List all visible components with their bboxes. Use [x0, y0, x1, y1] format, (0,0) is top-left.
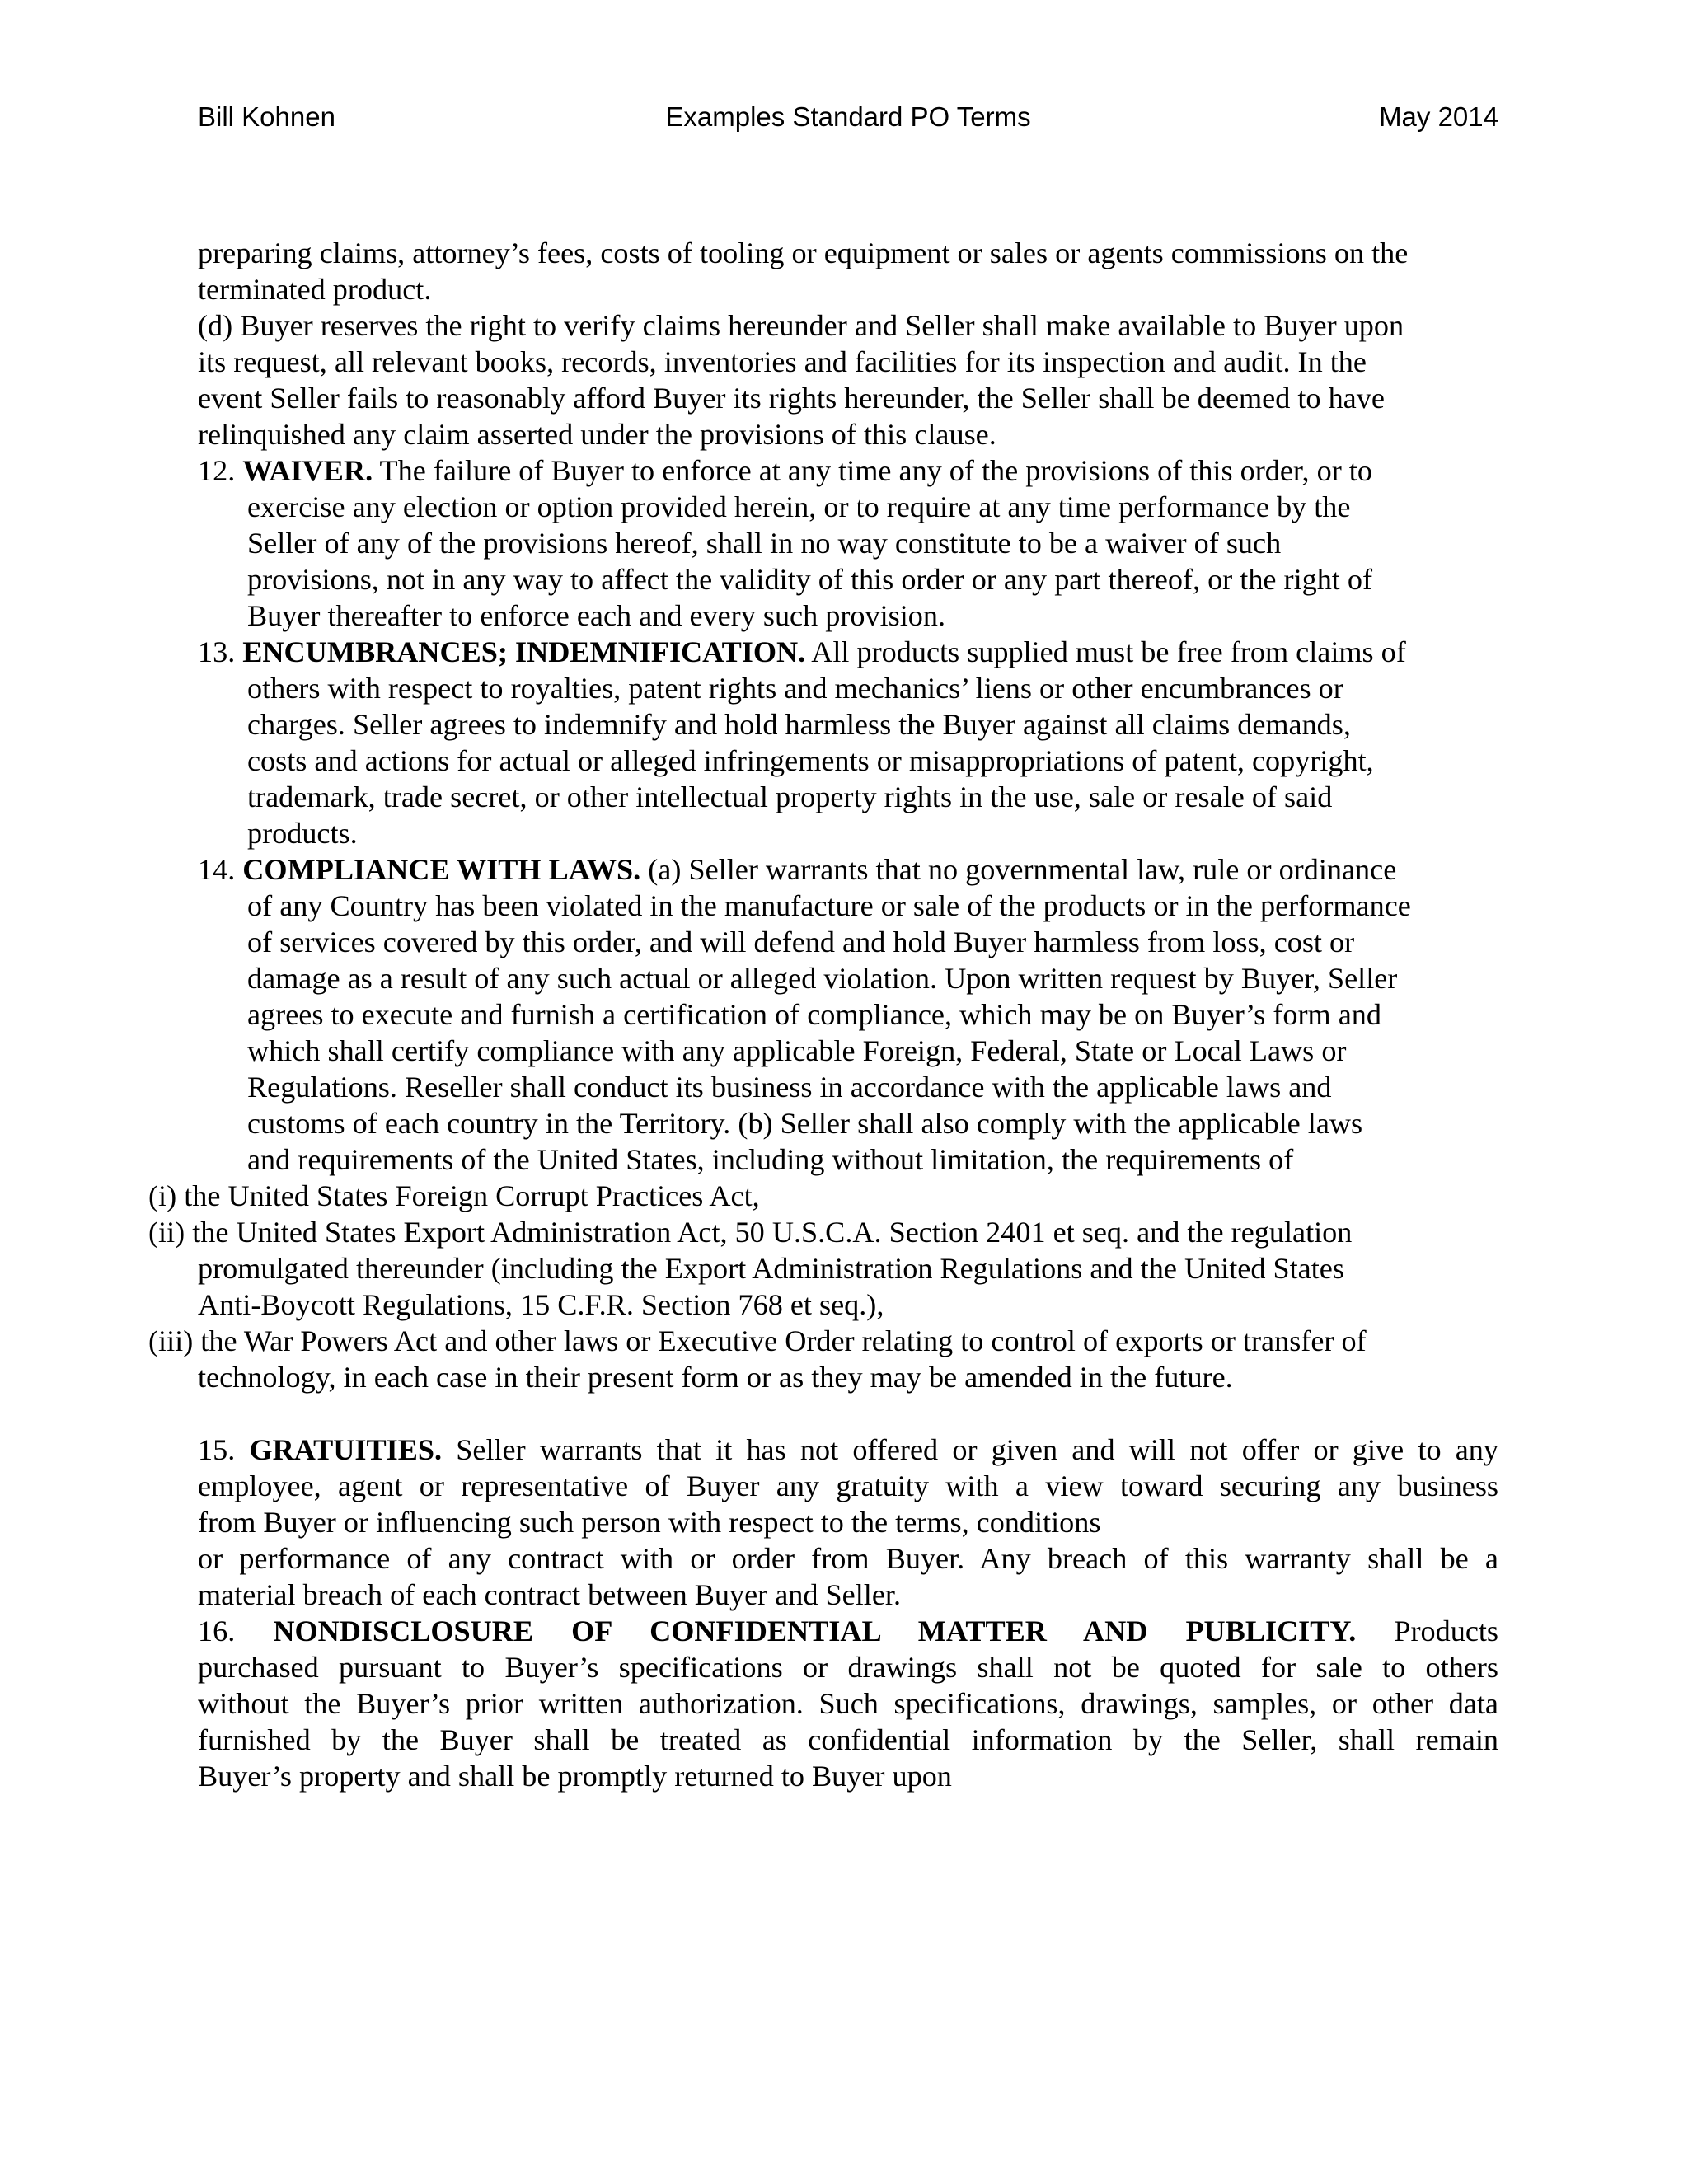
document-body: [0, 235, 1688, 1794]
text-line: (d) Buyer reserves the right to verify claims hereunder and Seller shall make available to Buyer upon: [198, 309, 1404, 342]
text-line: (ii) the United States Export Administration Act, 50 U.S.C.A. Section 2401 et seq. and the regulation: [148, 1216, 1353, 1249]
text-line: relinquished any claim asserted under the provisions of this clause.: [198, 418, 996, 451]
text-line: furnished by the Buyer shall be treated as confidential information by the Seller, shall remain: [198, 1723, 1498, 1756]
text-line: (i) the United States Foreign Corrupt Practices Act,: [148, 1179, 760, 1212]
text-line: Buyer thereafter to enforce each and every such provision.: [247, 599, 946, 632]
section-title: ENCUMBRANCES; INDEMNIFICATION.: [242, 635, 806, 668]
list-item-iii: [148, 1323, 1498, 1395]
text-line: customs of each country in the Territory. (b) Seller shall also comply with the applicable laws: [247, 1107, 1363, 1140]
text-line: or performance of any contract with or order from Buyer. Any breach of this warranty shall be a: [198, 1542, 1498, 1575]
text-line: event Seller fails to reasonably afford Buyer its rights hereunder, the Seller shall be deemed to have: [198, 382, 1385, 415]
text-line: Regulations. Reseller shall conduct its business in accordance with the applicable laws and: [247, 1071, 1332, 1104]
text-line: its request, all relevant books, records, inventories and facilities for its inspection and audit. In the: [198, 345, 1367, 378]
text-line: promulgated thereunder (including the Export Administration Regulations and the United States: [198, 1252, 1344, 1285]
text-line: material breach of each contract between Buyer and Seller.: [198, 1578, 902, 1611]
intro-paragraph: [198, 235, 1498, 452]
section-15-gratuities: [198, 1432, 1498, 1613]
header-author: Bill Kohnen: [198, 101, 335, 132]
text-line: costs and actions for actual or alleged infringements or misappropriations of patent, copyright,: [247, 744, 1374, 777]
text-line: of services covered by this order, and will defend and hold Buyer harmless from loss, cost or: [247, 926, 1355, 958]
text-line: and requirements of the United States, including without limitation, the requirements of: [247, 1143, 1294, 1176]
section-title: WAIVER.: [242, 454, 373, 487]
list-item-i: [148, 1178, 1498, 1214]
text-line: charges. Seller agrees to indemnify and hold harmless the Buyer against all claims demands,: [247, 708, 1351, 741]
text-line: damage as a result of any such actual or alleged violation. Upon written request by Buyer, Seller: [247, 962, 1398, 995]
text-line: others with respect to royalties, patent rights and mechanics’ liens or other encumbrances or: [247, 672, 1343, 705]
section-13-encumbrances: [198, 634, 1498, 851]
paragraph-gap: [0, 1395, 1688, 1432]
text-line: from Buyer or influencing such person with respect to the terms, conditions: [198, 1506, 1101, 1539]
text-line: preparing claims, attorney’s fees, costs of tooling or equipment or sales or agents commissions on the: [198, 237, 1409, 269]
text-line: 12. WAIVER. The failure of Buyer to enforce at any time any of the provisions of this order, or to: [198, 454, 1372, 487]
text-line: purchased pursuant to Buyer’s specifications or drawings shall not be quoted for sale to others: [198, 1651, 1498, 1684]
list-item-ii: [148, 1214, 1498, 1323]
text-line: 14. COMPLIANCE WITH LAWS. (a) Seller warrants that no governmental law, rule or ordinance: [198, 853, 1397, 886]
text-line: exercise any election or option provided herein, or to require at any time performance by the: [247, 490, 1351, 523]
text-line: (iii) the War Powers Act and other laws or Executive Order relating to control of exports or transfer of: [148, 1324, 1367, 1357]
section-number: 16.: [198, 1615, 236, 1647]
section-number: 14.: [198, 853, 236, 886]
text-line: employee, agent or representative of Buyer any gratuity with a view toward securing any business: [198, 1469, 1498, 1502]
text-line: Anti-Boycott Regulations, 15 C.F.R. Section 768 et seq.),: [198, 1288, 884, 1321]
text-line: Seller of any of the provisions hereof, shall in no way constitute to be a waiver of such: [247, 527, 1282, 560]
section-title: GRATUITIES.: [249, 1433, 443, 1466]
text-line: trademark, trade secret, or other intellectual property rights in the use, sale or resale of said: [247, 780, 1333, 813]
text-line: which shall certify compliance with any applicable Foreign, Federal, State or Local Laws or: [247, 1034, 1347, 1067]
section-number: 12.: [198, 454, 236, 487]
text-line: 16. NONDISCLOSURE OF CONFIDENTIAL MATTER AND PUBLICITY. Products: [198, 1615, 1499, 1647]
section-number: 15.: [198, 1433, 236, 1466]
section-14-compliance: [198, 851, 1498, 1178]
text-line: of any Country has been violated in the manufacture or sale of the products or in the performance: [247, 889, 1411, 922]
text-line: terminated product.: [198, 273, 432, 306]
header-title: Examples Standard PO Terms: [665, 101, 1031, 132]
text-line: without the Buyer’s prior written authorization. Such specifications, drawings, samples, or other data: [198, 1687, 1498, 1720]
text-line: 15. GRATUITIES. Seller warrants that it has not offered or given and will not offer or give to any: [198, 1433, 1498, 1466]
text-line: products.: [247, 817, 358, 850]
text-line: Buyer’s property and shall be promptly returned to Buyer upon: [198, 1760, 952, 1793]
section-16-nondisclosure: [198, 1613, 1498, 1794]
section-12-waiver: [198, 452, 1498, 634]
text-line: agrees to execute and furnish a certification of compliance, which may be on Buyer’s form and: [247, 998, 1381, 1031]
section-number: 13.: [198, 635, 236, 668]
text-line: 13. ENCUMBRANCES; INDEMNIFICATION. All products supplied must be free from claims of: [198, 635, 1406, 668]
header-date: May 2014: [1379, 101, 1498, 132]
section-title: NONDISCLOSURE OF CONFIDENTIAL MATTER AND PUBLICITY.: [273, 1615, 1357, 1647]
page-header: [198, 96, 1498, 138]
text-line: provisions, not in any way to affect the validity of this order or any part thereof, or the right of: [247, 563, 1373, 596]
section-title: COMPLIANCE WITH LAWS.: [242, 853, 641, 886]
text-line: technology, in each case in their present form or as they may be amended in the future.: [198, 1361, 1233, 1394]
